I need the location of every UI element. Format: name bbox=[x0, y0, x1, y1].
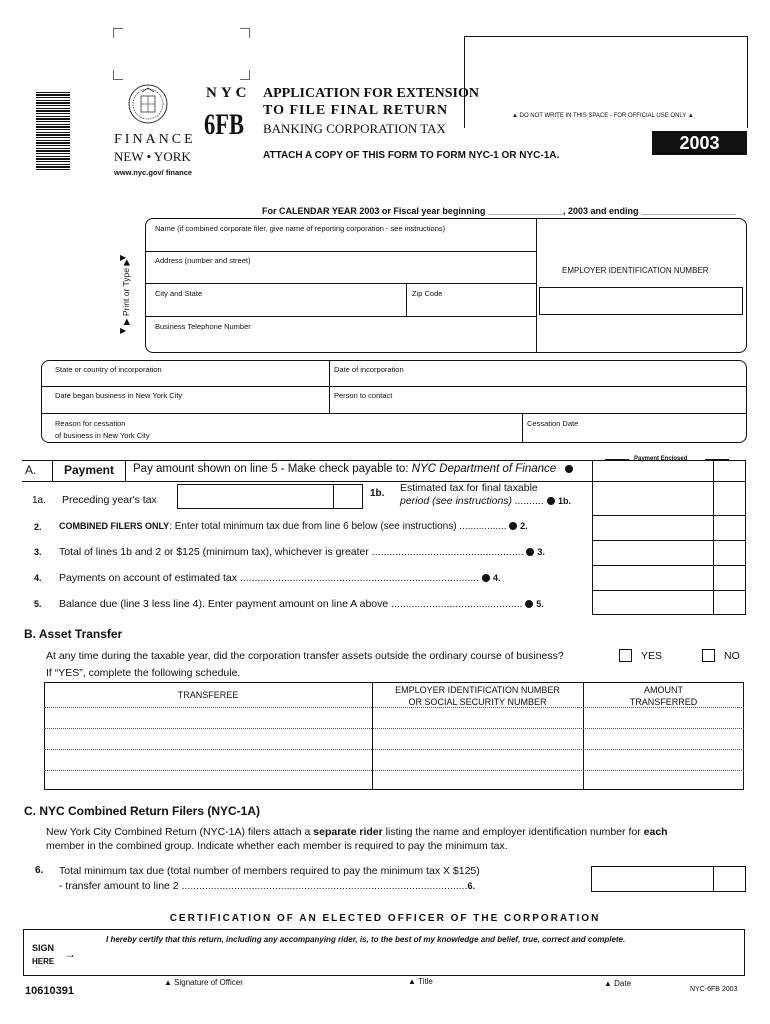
line-1b-text-2-row bbox=[400, 495, 571, 507]
date-text: Date bbox=[614, 979, 632, 988]
payment-title-box bbox=[52, 460, 126, 481]
line-2-bold: COMBINED FILERS ONLY bbox=[59, 521, 170, 531]
combined-title: C. NYC Combined Return Filers (NYC-1A) bbox=[24, 804, 261, 818]
form-title-3: BANKING CORPORATION TAX bbox=[263, 121, 446, 136]
divider bbox=[713, 866, 714, 892]
line6-input[interactable] bbox=[591, 866, 746, 892]
line-2-ref: 2. bbox=[520, 521, 528, 531]
line-3-row bbox=[59, 546, 545, 558]
contact-label: Person to contact bbox=[334, 391, 393, 400]
col-amount-1: AMOUNT bbox=[644, 685, 683, 695]
signature-officer-text: Signature of Officer bbox=[174, 978, 243, 987]
bullet-icon bbox=[482, 574, 490, 582]
calendar-year-line[interactable]: For CALENDAR YEAR 2003 or Fiscal year beginning _______________, 2003 and ending ___________________ bbox=[262, 206, 737, 216]
crop-mark bbox=[240, 70, 250, 80]
arrow-right-icon: → bbox=[64, 947, 76, 961]
ein-label: EMPLOYER IDENTIFICATION NUMBER bbox=[562, 266, 709, 275]
divider bbox=[44, 728, 744, 729]
crop-mark bbox=[240, 28, 250, 38]
line-6-row-2 bbox=[59, 880, 475, 892]
attach-instruction: ATTACH A COPY OF THIS FORM TO FORM NYC-1 OR NYC-1A. bbox=[263, 150, 560, 161]
divider bbox=[145, 316, 536, 317]
date-began-label: Date began business in New York City bbox=[55, 391, 183, 400]
official-use-text: DO NOT WRITE IN THIS SPACE - FOR OFFICIAL USE ONLY bbox=[519, 113, 687, 119]
address-label: Address (number and street) bbox=[155, 256, 251, 265]
arrow-icon: ▶ bbox=[120, 326, 127, 335]
certification-statement: I hereby certify that this return, including any accompanying rider, is, to the best of my knowledge and belief, true, correct and complete. bbox=[106, 935, 626, 944]
line-2-row bbox=[59, 521, 528, 532]
line1b-input[interactable] bbox=[593, 482, 712, 514]
combined-text-1a: New York City Combined Return (NYC-1A) filers attach a bbox=[46, 826, 314, 838]
combined-text-1 bbox=[46, 826, 668, 838]
yes-checkbox[interactable] bbox=[619, 649, 632, 662]
line-6-ref: 6. bbox=[467, 881, 475, 891]
line3-input[interactable] bbox=[593, 541, 712, 564]
line-3-num: 3. bbox=[34, 547, 42, 557]
form-number: 10610391 bbox=[25, 985, 74, 997]
line-1a-text: Preceding year's tax bbox=[62, 494, 157, 506]
line-5-row bbox=[59, 598, 544, 610]
here-label: HERE bbox=[32, 957, 55, 966]
payee-name: NYC Department of Finance bbox=[411, 463, 557, 475]
zip-label: Zip Code bbox=[412, 289, 443, 298]
year-box bbox=[652, 131, 747, 155]
taxpayer-box bbox=[145, 218, 747, 353]
certification-title: CERTIFICATION OF AN ELECTED OFFICER OF THE CORPORATION bbox=[169, 913, 601, 924]
payment-enclosed-label: Payment Enclosed bbox=[634, 456, 688, 462]
divider bbox=[329, 360, 330, 413]
form-title-2: TO FILE FINAL RETURN bbox=[263, 103, 449, 118]
col-amount-2: TRANSFERRED bbox=[629, 697, 698, 707]
signature-officer-label: ▲ Signature of Officer bbox=[164, 978, 243, 987]
arrow-icon: ▶ bbox=[120, 253, 127, 262]
col-transferee: TRANSFEREE bbox=[177, 690, 239, 700]
line5-input[interactable] bbox=[593, 591, 712, 614]
barcode bbox=[36, 92, 70, 172]
print-or-type-label: ▶ Print or Type ▶ bbox=[121, 259, 131, 325]
city-state-label: City and State bbox=[155, 289, 203, 298]
no-label: NO bbox=[724, 650, 740, 662]
combined-text-1c: listing the name and employer identification number for bbox=[382, 826, 644, 838]
ein-input[interactable] bbox=[539, 287, 743, 315]
bullet-icon bbox=[547, 497, 555, 505]
line-1a-num: 1a. bbox=[32, 495, 46, 506]
section-a-label: A. bbox=[25, 463, 37, 477]
line-6-text-1: Total minimum tax due (total number of members required to pay the minimum tax X $125) bbox=[59, 865, 480, 877]
form-title-1: APPLICATION FOR EXTENSION bbox=[263, 86, 479, 101]
nyc-label: NYC bbox=[206, 85, 251, 101]
line-6-text-2: - transfer amount to line 2 .................................................................................................. bbox=[59, 880, 468, 892]
phone-label: Business Telephone Number bbox=[155, 322, 251, 331]
col-ein-1: EMPLOYER IDENTIFICATION NUMBER bbox=[395, 685, 560, 695]
date-inc-label: Date of incorporation bbox=[334, 365, 404, 374]
state-inc-label: State or country of incorporation bbox=[55, 365, 162, 374]
divider bbox=[145, 251, 536, 252]
divider bbox=[522, 413, 523, 443]
line-5-num: 5. bbox=[34, 599, 42, 609]
line2-input[interactable] bbox=[593, 516, 712, 539]
asset-transfer-title: B. Asset Transfer bbox=[24, 627, 123, 641]
tax-year: 2003 bbox=[679, 133, 720, 153]
signature-input[interactable] bbox=[100, 948, 740, 974]
line-4-text: Payments on account of estimated tax .................................................................................. bbox=[59, 572, 480, 584]
divider bbox=[41, 413, 747, 414]
line-1b-ref: 1b. bbox=[557, 496, 571, 506]
divider bbox=[536, 218, 537, 353]
form-id: NYC-6FB 2003 bbox=[690, 986, 738, 993]
bullet-icon bbox=[565, 465, 573, 473]
divider bbox=[44, 707, 744, 708]
line-2-num: 2. bbox=[34, 522, 42, 532]
divider bbox=[145, 283, 536, 284]
payment-enclosed-input[interactable] bbox=[592, 460, 713, 481]
finance-label: FINANCE bbox=[114, 132, 196, 147]
divider bbox=[44, 770, 744, 771]
payment-title: Payment bbox=[63, 463, 115, 477]
crop-mark bbox=[113, 70, 123, 80]
line-3-ref: 3. bbox=[537, 547, 545, 557]
payment-instruction bbox=[133, 463, 573, 475]
website-label: www.nyc.gov/ finance bbox=[114, 168, 193, 177]
line-5-text: Balance due (line 3 less line 4). Enter payment amount on line A above ............................................. bbox=[59, 598, 523, 610]
date-label: ▲ Date bbox=[604, 979, 632, 988]
divider bbox=[41, 386, 747, 387]
line-4-num: 4. bbox=[34, 573, 42, 583]
no-checkbox[interactable] bbox=[702, 649, 715, 662]
line4-input[interactable] bbox=[593, 566, 712, 589]
form-code: 6FB bbox=[204, 108, 245, 141]
line1a-input[interactable] bbox=[177, 484, 363, 509]
divider bbox=[713, 460, 714, 615]
if-yes-instruction: If “YES”, complete the following schedule. bbox=[46, 667, 241, 679]
title-text: Title bbox=[418, 977, 433, 986]
new-york-label: NEW • YORK bbox=[114, 149, 191, 164]
bullet-icon bbox=[526, 548, 534, 556]
official-use-label: ▲ DO NOT WRITE IN THIS SPACE - FOR OFFICIAL USE ONLY ▲ bbox=[512, 113, 694, 119]
combined-text-1b: separate rider bbox=[313, 826, 383, 838]
print-or-type-text: Print or Type bbox=[121, 268, 131, 317]
cessation-label: Cessation Date bbox=[527, 419, 579, 428]
divider bbox=[44, 749, 744, 750]
crop-mark bbox=[113, 28, 123, 38]
line-1b-num: 1b. bbox=[370, 488, 385, 499]
divider bbox=[406, 283, 407, 316]
name-label: Name (if combined corporate filer, give name of reporting corporation - see instructions) bbox=[155, 224, 446, 233]
line-4-ref: 4. bbox=[493, 573, 501, 583]
line-6-num: 6. bbox=[35, 865, 44, 876]
line-3-text: Total of lines 1b and 2 or $125 (minimum tax), whichever is greater .................................................... bbox=[59, 546, 524, 558]
bullet-icon bbox=[525, 600, 533, 608]
sign-label: SIGN bbox=[32, 943, 55, 953]
payment-instruction-text: Pay amount shown on line 5 - Make check payable to: bbox=[133, 463, 412, 475]
line-4-row bbox=[59, 572, 501, 584]
line-1b-text-2: period (see instructions) .......... bbox=[400, 495, 545, 507]
line-2-text: : Enter total minimum tax due from line 6 below (see instructions) ................. bbox=[169, 521, 507, 532]
asset-transfer-question: At any time during the taxable year, did the corporation transfer assets outside the ordinary course of business? bbox=[46, 650, 564, 662]
title-label: ▲ Title bbox=[408, 977, 433, 986]
combined-text-1d: each bbox=[643, 826, 668, 838]
col-ein-2: OR SOCIAL SECURITY NUMBER bbox=[408, 697, 547, 707]
line-5-ref: 5. bbox=[536, 599, 544, 609]
bullet-icon bbox=[509, 522, 517, 530]
divider bbox=[333, 484, 334, 509]
combined-text-2: member in the combined group. Indicate whether each member is required to pay the minimum tax. bbox=[46, 840, 508, 852]
reason-label-1: Reason for cessation bbox=[55, 419, 126, 428]
line-1b-text-1: Estimated tax for final taxable bbox=[400, 482, 538, 494]
yes-label: YES bbox=[641, 650, 663, 662]
reason-label-2: of business in New York City bbox=[55, 431, 150, 440]
nyc-seal-icon bbox=[128, 80, 168, 128]
